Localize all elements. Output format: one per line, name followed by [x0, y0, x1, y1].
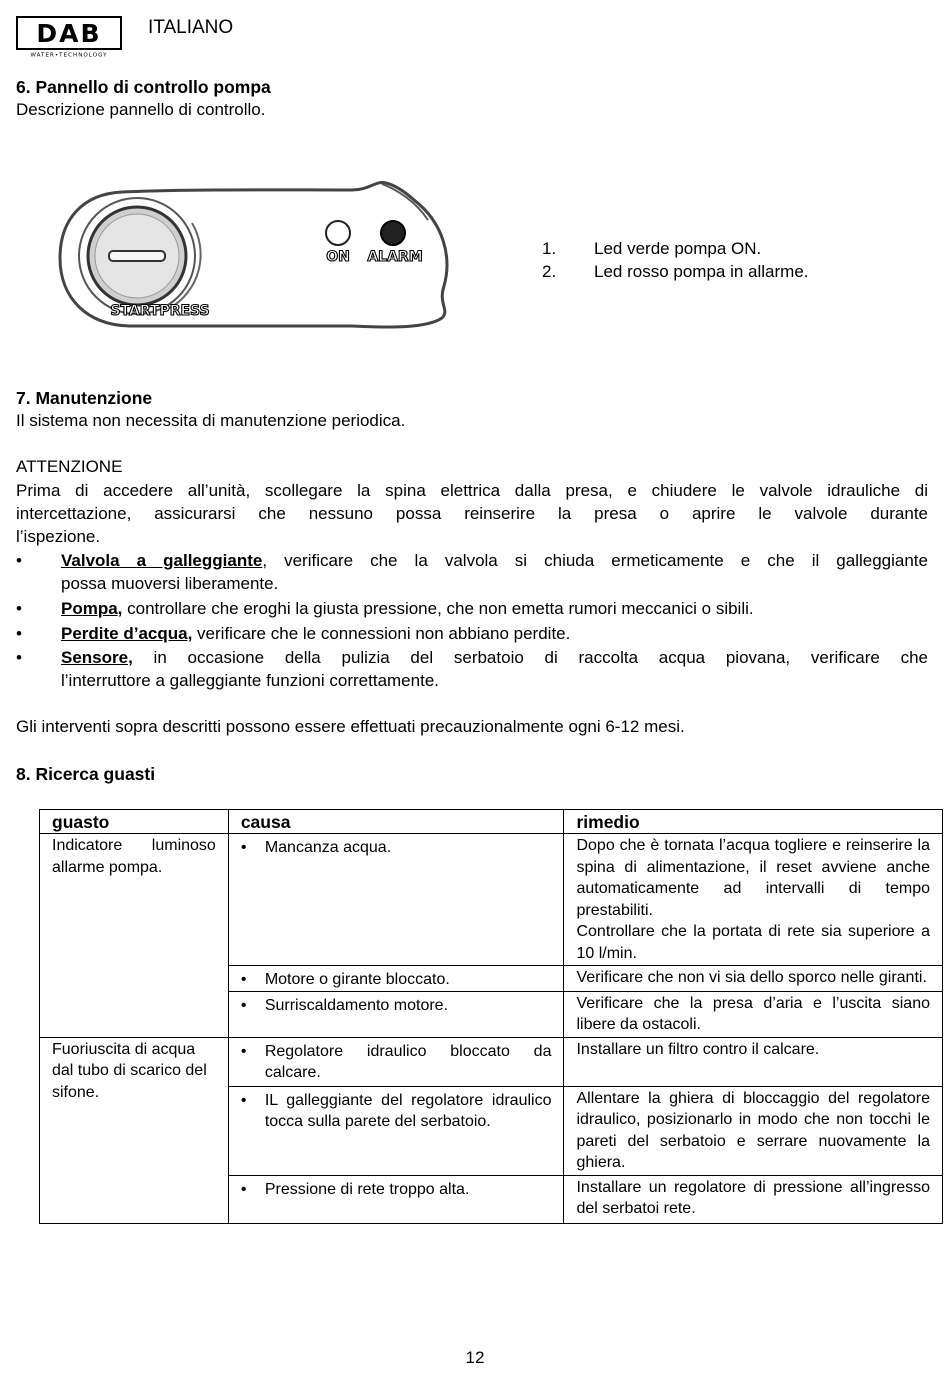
maintenance-closing: Gli interventi sopra descritti possono essere effettuati precauzionalmente ogni 6-12 mesi. [16, 717, 685, 736]
legend-text: Led verde pompa ON. [594, 239, 762, 258]
bullet-dot: • [16, 624, 22, 643]
maintenance-bullet [16, 599, 928, 623]
section7-title: 7. Manutenzione [16, 388, 153, 408]
bullet-dot: • [16, 648, 22, 667]
table-row [40, 1037, 943, 1086]
legend-num: 2. [542, 262, 557, 281]
fault-cell: Indicatore luminoso allarme pompa. [40, 834, 229, 1038]
maintenance-bullet [16, 648, 928, 696]
header-guasto: guasto [40, 810, 229, 834]
bullet-text: in occasione della pulizia del serbatoio di raccolta acqua piovana, verificare che [132, 648, 928, 667]
bullet-term: Pompa, [61, 599, 123, 618]
bullet-text: possa muoversi liberamente. [61, 574, 279, 593]
start-button-slot [109, 251, 165, 261]
control-panel-illustration [52, 178, 457, 338]
alarm-label: ALARM [367, 249, 423, 265]
cause-cell: • Motore o girante bloccato. [241, 969, 552, 991]
bullet-dot: • [16, 599, 22, 618]
led-alarm [381, 221, 405, 245]
section8-title: 8. Ricerca guasti [16, 764, 156, 784]
attention-text-line: intercettazione, assicurarsi che nessuno possa reinserire la presa o aprire le valvole durante [16, 504, 928, 523]
table-row [40, 834, 943, 966]
language-label: ITALIANO [148, 17, 234, 38]
remedy-cell [564, 834, 943, 966]
attention-title: ATTENZIONE [16, 457, 123, 476]
bullet-text: verificare che le connessioni non abbiano perdite. [192, 624, 571, 643]
attention-text-line: Prima di accedere all’unità, scollegare la spina elettrica dalla presa, e chiudere le valvole idrauliche di [16, 481, 928, 500]
cause-cell: • Pressione di rete troppo alta. [241, 1179, 552, 1201]
bullet-text: , verificare che la valvola si chiuda ermeticamente e che il galleggiante [262, 551, 928, 570]
legend-item [542, 237, 809, 260]
section6-subtitle: Descrizione pannello di controllo. [16, 100, 266, 119]
startpress-label: STARTPRESS [110, 303, 210, 319]
page-number: 12 [465, 1348, 485, 1367]
header-causa: causa [228, 810, 564, 834]
maintenance-bullet [16, 624, 928, 648]
panel-clip [382, 184, 428, 220]
bullet-text: l’interruttore a galleggiante funzioni correttamente. [61, 671, 439, 690]
remedy-text: Dopo che è tornata l’acqua togliere e reinserire la spina di alimentazione, il reset avviene anche automaticamente ad intervalli di tempo prestabiliti. [576, 837, 930, 919]
remedy-cell: Installare un filtro contro il calcare. [564, 1037, 943, 1086]
remedy-cell: Allentare la ghiera di bloccaggio del regolatore idraulico, posizionarlo in modo che non tocchi le pareti del serbatoio e serrare nuovamente la ghiera. [564, 1086, 943, 1175]
dab-logo [16, 16, 122, 58]
cause-cell: • Mancanza acqua. [241, 837, 552, 859]
legend-num: 1. [542, 239, 557, 258]
cause-cell: • Surriscaldamento motore. [241, 995, 552, 1017]
legend-item [542, 260, 809, 283]
remedy-cell: Verificare che la presa d’aria e l’uscita siano libere da ostacoli. [564, 991, 943, 1037]
on-label: ON [326, 249, 350, 265]
legend-text: Led rosso pompa in allarme. [594, 262, 809, 281]
cause-cell: • Regolatore idraulico bloccato da calcare. [241, 1041, 552, 1084]
header-rimedio: rimedio [564, 810, 943, 834]
led-legend [542, 237, 809, 283]
cause-cell: • IL galleggiante del regolatore idraulico tocca sulla parete del serbatoio. [241, 1090, 552, 1133]
fault-cell: Fuoriuscita di acqua dal tubo di scarico del sifone. [40, 1037, 229, 1223]
troubleshooting-table [39, 809, 943, 1224]
remedy-cell: Verificare che non vi sia dello sporco nelle giranti. [564, 966, 943, 992]
bullet-text: controllare che eroghi la giusta pressione, che non emetta rumori meccanici o sibili. [122, 599, 754, 618]
section6-title: 6. Pannello di controllo pompa [16, 77, 271, 97]
remedy-cell: Installare un regolatore di pressione all’ingresso del serbatoi rete. [564, 1175, 943, 1223]
bullet-term: Valvola a galleggiante [61, 551, 263, 570]
maintenance-bullet [16, 551, 928, 599]
bullet-dot: • [16, 551, 22, 570]
led-on [326, 221, 350, 245]
section7-intro: Il sistema non necessita di manutenzione periodica. [16, 411, 406, 430]
logo-subtext: WATER•TECHNOLOGY [30, 52, 108, 58]
remedy-text: Controllare che la portata di rete sia superiore a 10 l/min. [576, 923, 930, 962]
attention-text-line: l’ispezione. [16, 527, 101, 546]
logo-text: DAB [36, 19, 102, 48]
bullet-term: Sensore, [61, 648, 133, 667]
bullet-term: Perdite d’acqua, [61, 624, 193, 643]
table-header-row [40, 810, 943, 834]
